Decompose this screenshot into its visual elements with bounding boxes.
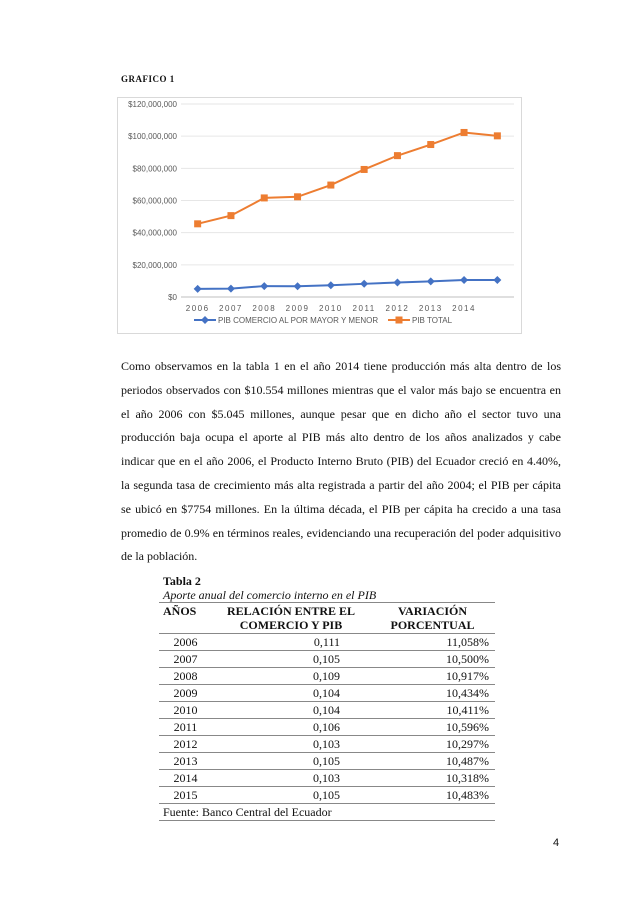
data-point [294,282,302,290]
x-tick-label: 2010 [318,304,343,313]
x-tick-label: 2012 [385,304,410,313]
cell-year: 2012 [159,736,212,753]
cell-year: 2008 [159,668,212,685]
data-point [361,166,368,173]
legend-label: PIB TOTAL [412,316,453,325]
header-years: AÑOS [163,604,197,618]
table-caption: Aporte anual del comercio interno en el PIB [163,588,377,602]
cell-variation: 10,483% [370,787,495,804]
cell-relation: 0,105 [212,787,370,804]
data-point [194,220,201,227]
cell-variation: 10,318% [370,770,495,787]
cell-relation: 0,111 [212,634,370,651]
table-row [159,753,495,770]
x-tick-label: 2006 [185,304,210,313]
cell-relation: 0,105 [212,753,370,770]
data-point [261,194,268,201]
table-row [159,736,495,753]
cell-relation: 0,103 [212,736,370,753]
header-variation: VARIACIÓN PORCENTUAL [390,604,475,632]
cell-variation: 10,500% [370,651,495,668]
data-point [493,276,501,284]
cell-variation: 10,917% [370,668,495,685]
x-tick-label: 2011 [352,304,376,313]
data-point [460,276,468,284]
y-tick-label: $0 [168,293,177,302]
x-tick-label: 2014 [452,304,476,313]
data-point [327,182,334,189]
body-paragraph: Como observamos en la tabla 1 en el año 2014 tiene producción más alta dentro de los periodos observados con $10.554 millones mientras que el valor más bajo se encuentra en el año 2006 con $5.045 millones, aunque pesar que en dicho año el sector tuvo una producción baja ocupa el aporte al PIB más alto dentro de los años analizados y cabe indicar que en el año 2006, el Producto Interno Bruto (PIB) del Ecuador creció en 4.40%, la segunda tasa de crecimiento más alta registrada a partir del año 2004; el PIB per cápita se ubicó en $7754 millones. En la última década, el PIB per cápita ha crecido a una tasa promedio de 0.9% en términos reales, evidenciando una recuperación del poder adquisitivo de la población. [121,359,561,564]
table-body [159,634,495,804]
cell-variation: 10,434% [370,685,495,702]
cell-relation: 0,106 [212,719,370,736]
data-point [394,152,401,159]
data-point [494,132,501,139]
cell-relation: 0,105 [212,651,370,668]
data-point [393,279,401,287]
data-point [260,282,268,290]
series-line [198,280,498,289]
table-row [159,719,495,736]
cell-year: 2014 [159,770,212,787]
chart-canvas [118,98,523,335]
data-point [194,285,202,293]
legend-marker [396,317,403,324]
table-row [159,770,495,787]
data-point [227,285,235,293]
cell-year: 2006 [159,634,212,651]
data-table [159,574,495,821]
table-row [159,651,495,668]
cell-relation: 0,103 [212,770,370,787]
cell-year: 2007 [159,651,212,668]
table-row [159,685,495,702]
data-point [461,129,468,136]
cell-variation: 10,596% [370,719,495,736]
legend-label: PIB COMERCIO AL POR MAYOR Y MENOR [218,316,379,325]
cell-year: 2010 [159,702,212,719]
x-tick-label: 2008 [252,304,277,313]
data-point [327,281,335,289]
cell-relation: 0,104 [212,685,370,702]
data-point [427,141,434,148]
cell-relation: 0,104 [212,702,370,719]
x-tick-label: 2007 [219,304,243,313]
table-source: Fuente: Banco Central del Ecuador [159,803,495,821]
cell-variation: 10,411% [370,702,495,719]
graph-title: GRAFICO 1 [121,74,175,84]
cell-year: 2009 [159,685,212,702]
cell-relation: 0,109 [212,668,370,685]
y-tick-label: $60,000,000 [132,196,177,206]
cell-year: 2011 [159,719,212,736]
y-tick-label: $40,000,000 [132,228,177,238]
table-label: Tabla 2 [163,574,201,588]
legend-marker [201,316,209,324]
data-point [227,212,234,219]
table-row [159,787,495,804]
y-tick-label: $100,000,000 [128,132,177,142]
table-row [159,702,495,719]
data-point [294,193,301,200]
header-relation: RELACIÓN ENTRE EL COMERCIO Y PIB [226,604,356,632]
table-grid [159,602,495,803]
table-row [159,668,495,685]
data-point [360,280,368,288]
x-tick-label: 2013 [418,304,443,313]
data-point [427,277,435,285]
cell-variation: 10,487% [370,753,495,770]
y-tick-label: $120,000,000 [128,100,177,109]
x-tick-label: 2009 [285,304,310,313]
cell-variation: 11,058% [370,634,495,651]
line-chart [117,97,522,334]
cell-year: 2015 [159,787,212,804]
series-line [198,132,498,223]
y-tick-label: $80,000,000 [132,164,177,174]
cell-year: 2013 [159,753,212,770]
page-number: 4 [553,837,560,849]
cell-variation: 10,297% [370,736,495,753]
table-row [159,634,495,651]
y-tick-label: $20,000,000 [132,260,177,270]
